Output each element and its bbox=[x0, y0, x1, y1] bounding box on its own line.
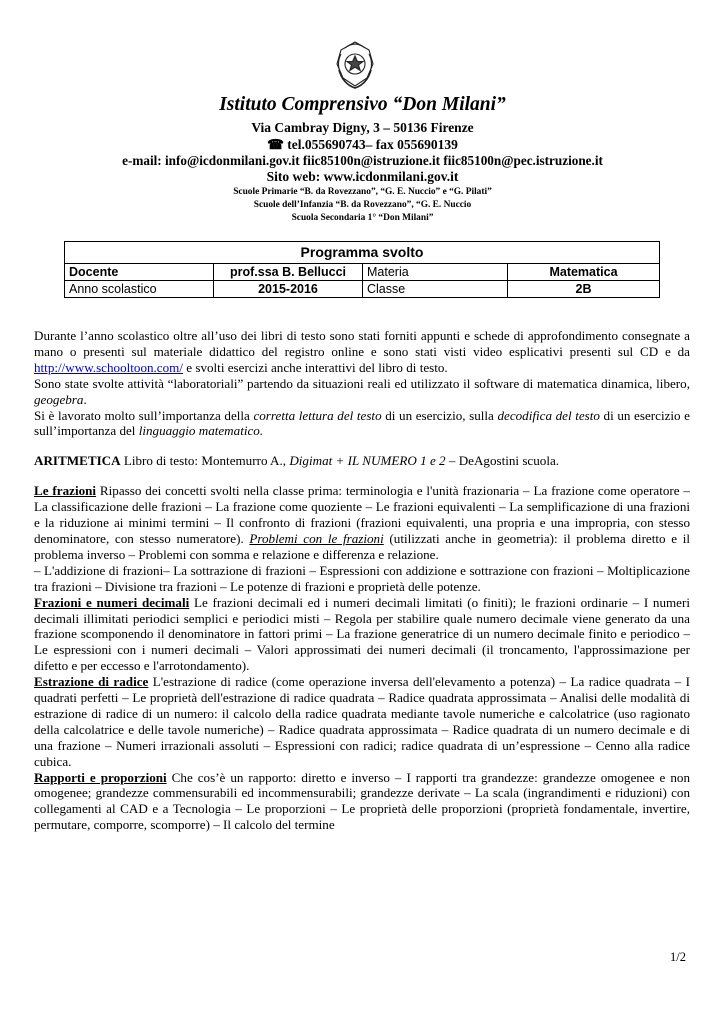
table-cell: 2015-2016 bbox=[214, 281, 363, 298]
text-run: Si è lavorato molto sull’importanza della bbox=[34, 407, 254, 423]
program-table-title: Programma svolto bbox=[65, 242, 660, 264]
schools-infancy: Scuole dell’Infanzia “B. da Rovezzano”, “G. E. Nuccio bbox=[253, 200, 472, 210]
school-email: e-mail: info@icdonmilani.gov.it fiic85100n@istruzione.it fiic85100n@pec.istruzione.it bbox=[122, 153, 603, 168]
text-run: Digimat + IL NUMERO 1 e 2 bbox=[289, 453, 446, 469]
table-cell: Anno scolastico bbox=[65, 281, 214, 298]
text-run: decodifica del testo bbox=[497, 407, 600, 423]
phone-text: tel.055690743– fax 055690139 bbox=[283, 137, 458, 152]
text-run: Le frazioni decimali ed i numeri decimali limitati (o finiti); le frazioni ordinarie – I numeri decimali illimitati periodici semplici e periodici misti – Regola per stabilire quale numero decimale viene generato da una frazione scomponendo il denominatore in fattori primi – La frazione generatrice di un numero decimale finito e periodico – Le espressioni con i numeri decimali – Valori approssimati dei numeri decimali (il troncamento, l'approssimazione per difetto e per eccesso e l'arrotondamento). bbox=[34, 594, 690, 674]
school-website: Sito web: www.icdonmilani.gov.it bbox=[266, 169, 459, 184]
section-title-rapporti: Rapporti e proporzioni bbox=[34, 769, 167, 785]
text-run: Ripasso dei concetti svolti nella classe prima: terminologia e l'unità frazionaria – La frazione come operatore – La classificazione delle frazioni – La frazione come quoziente – Le frazioni equivalenti – La semplificazione di una frazioni e la riduzione ai minimi termini – Il confronto di frazioni (frazioni equivalenti, una propria e una impropria, con stesso denominatore, con stesso numeratore). bbox=[34, 483, 690, 546]
radice-paragraph bbox=[34, 674, 690, 769]
table-cell: Materia bbox=[363, 264, 508, 281]
section-title-radice: Estrazione di radice bbox=[34, 674, 149, 690]
text-run: di un esercizio, sulla bbox=[381, 407, 498, 423]
program-table bbox=[64, 241, 660, 298]
table-cell: 2B bbox=[508, 281, 660, 298]
text-run: Che cos’è un rapporto: diretto e inverso – I rapporti tra grandezze: grandezze omogenee e non omogenee; grandezze commensurabili ed incommensurabili; grandezze derivate – La scala (ingrandimenti e riduzioni) con collegamenti al CAD e a Tecnologia – Le proporzioni – Le proprietà delle proporzioni (proprietà fondamentale, invertire, permutare, comporre, scomporre) – Il calcolo del termine bbox=[34, 769, 690, 833]
schools-primary: Scuole Primarie “B. da Rovezzano”, “G. E. Nuccio” e “G. Pilati” bbox=[233, 187, 492, 197]
text-run: Durante l’anno scolastico oltre all’uso dei libri di testo sono stati forniti appunti e schede di approfondimento consegnate a mano o presenti sul materiale didattico del registro online e sono stati visti video esplicativi presenti sul CD e da bbox=[34, 328, 690, 359]
school-phone bbox=[40, 137, 685, 153]
page-number: 1/2 bbox=[670, 950, 686, 964]
table-cell: Classe bbox=[363, 281, 508, 298]
rapporti-paragraph bbox=[34, 770, 690, 834]
school-name: Istituto Comprensivo “Don Milani” bbox=[219, 94, 506, 115]
text-run: L'estrazione di radice (come operazione inversa dell'elevamento a potenza) – La radice quadrata – I quadrati perfetti – Le proprietà dell'estrazione di radice quadrata – Radice quadrata approssimata – Analisi delle modalità di estrazione di radice di un numero: il calcolo della radice quadrata mediante tavole numeriche e calcolatrice (uso ragionato della calcolatrice e delle tavole numeriche) – Radice quadrata approssimata – Radice quadrata di un numero decimale e di una frazione – Numeri irrazionali assoluti – Espressioni con radici; radice quadrata di un’espressione – Cenno alla radice cubica. bbox=[34, 674, 690, 769]
table-row bbox=[65, 281, 660, 298]
decimali-paragraph bbox=[34, 595, 690, 675]
school-address: Via Cambray Digny, 3 – 50136 Firenze bbox=[251, 120, 474, 135]
text-run: corretta lettura del testo bbox=[253, 407, 382, 423]
frazioni-paragraph bbox=[34, 483, 690, 563]
frazioni-operations-paragraph: – L'addizione di frazioni– La sottrazione di frazioni – Espressioni con addizione e sottrazione con frazioni – Moltiplicazione tra frazioni – Divisione tra frazioni – Le potenze di frazioni e proprietà delle potenze. bbox=[34, 562, 690, 594]
phone-icon: ☎ bbox=[267, 137, 284, 152]
arithmetic-label: ARITMETICA bbox=[34, 453, 121, 469]
text-run: di un esercizio e sull’importanza del bbox=[34, 407, 690, 439]
table-cell: prof.ssa B. Bellucci bbox=[214, 264, 363, 281]
schools-secondary: Scuola Secondaria 1° “Don Milani” bbox=[291, 213, 434, 223]
text-run: e svolti esercizi anche interattivi del libro di testo. bbox=[183, 359, 448, 375]
text-run: (utilizzati anche in geometria): il problema diretto e il problema inverso – Problemi con somma e relazione e differenza e relazione. bbox=[34, 530, 690, 562]
text-run: linguaggio matematico. bbox=[138, 423, 264, 439]
table-cell: Matematica bbox=[508, 264, 660, 281]
intro-paragraph-1 bbox=[34, 328, 690, 376]
text-run: Sono state svolte attività “laboratoriali” partendo da situazioni reali ed utilizzato il software di matematica dinamica, libero, bbox=[34, 375, 690, 391]
arithmetic-paragraph bbox=[34, 453, 690, 469]
table-cell: Docente bbox=[65, 264, 214, 281]
intro-paragraph-3 bbox=[34, 408, 690, 440]
text-run: Problemi con le frazioni bbox=[249, 530, 384, 546]
text-run: geogebra bbox=[34, 391, 84, 407]
section-title-frazioni: Le frazioni bbox=[34, 483, 97, 499]
italian-republic-emblem-icon bbox=[333, 40, 377, 90]
text-run: – DeAgostini scuola. bbox=[445, 453, 560, 469]
section-title-decimali: Frazioni e numeri decimali bbox=[34, 594, 190, 610]
document-body bbox=[34, 328, 690, 833]
text-run: . bbox=[83, 391, 87, 407]
schooltoon-link[interactable]: http://www.schooltoon.com/ bbox=[34, 359, 183, 375]
intro-paragraph-2 bbox=[34, 376, 690, 408]
table-row bbox=[65, 264, 660, 281]
text-run: Libro di testo: Montemurro A., bbox=[120, 453, 290, 469]
